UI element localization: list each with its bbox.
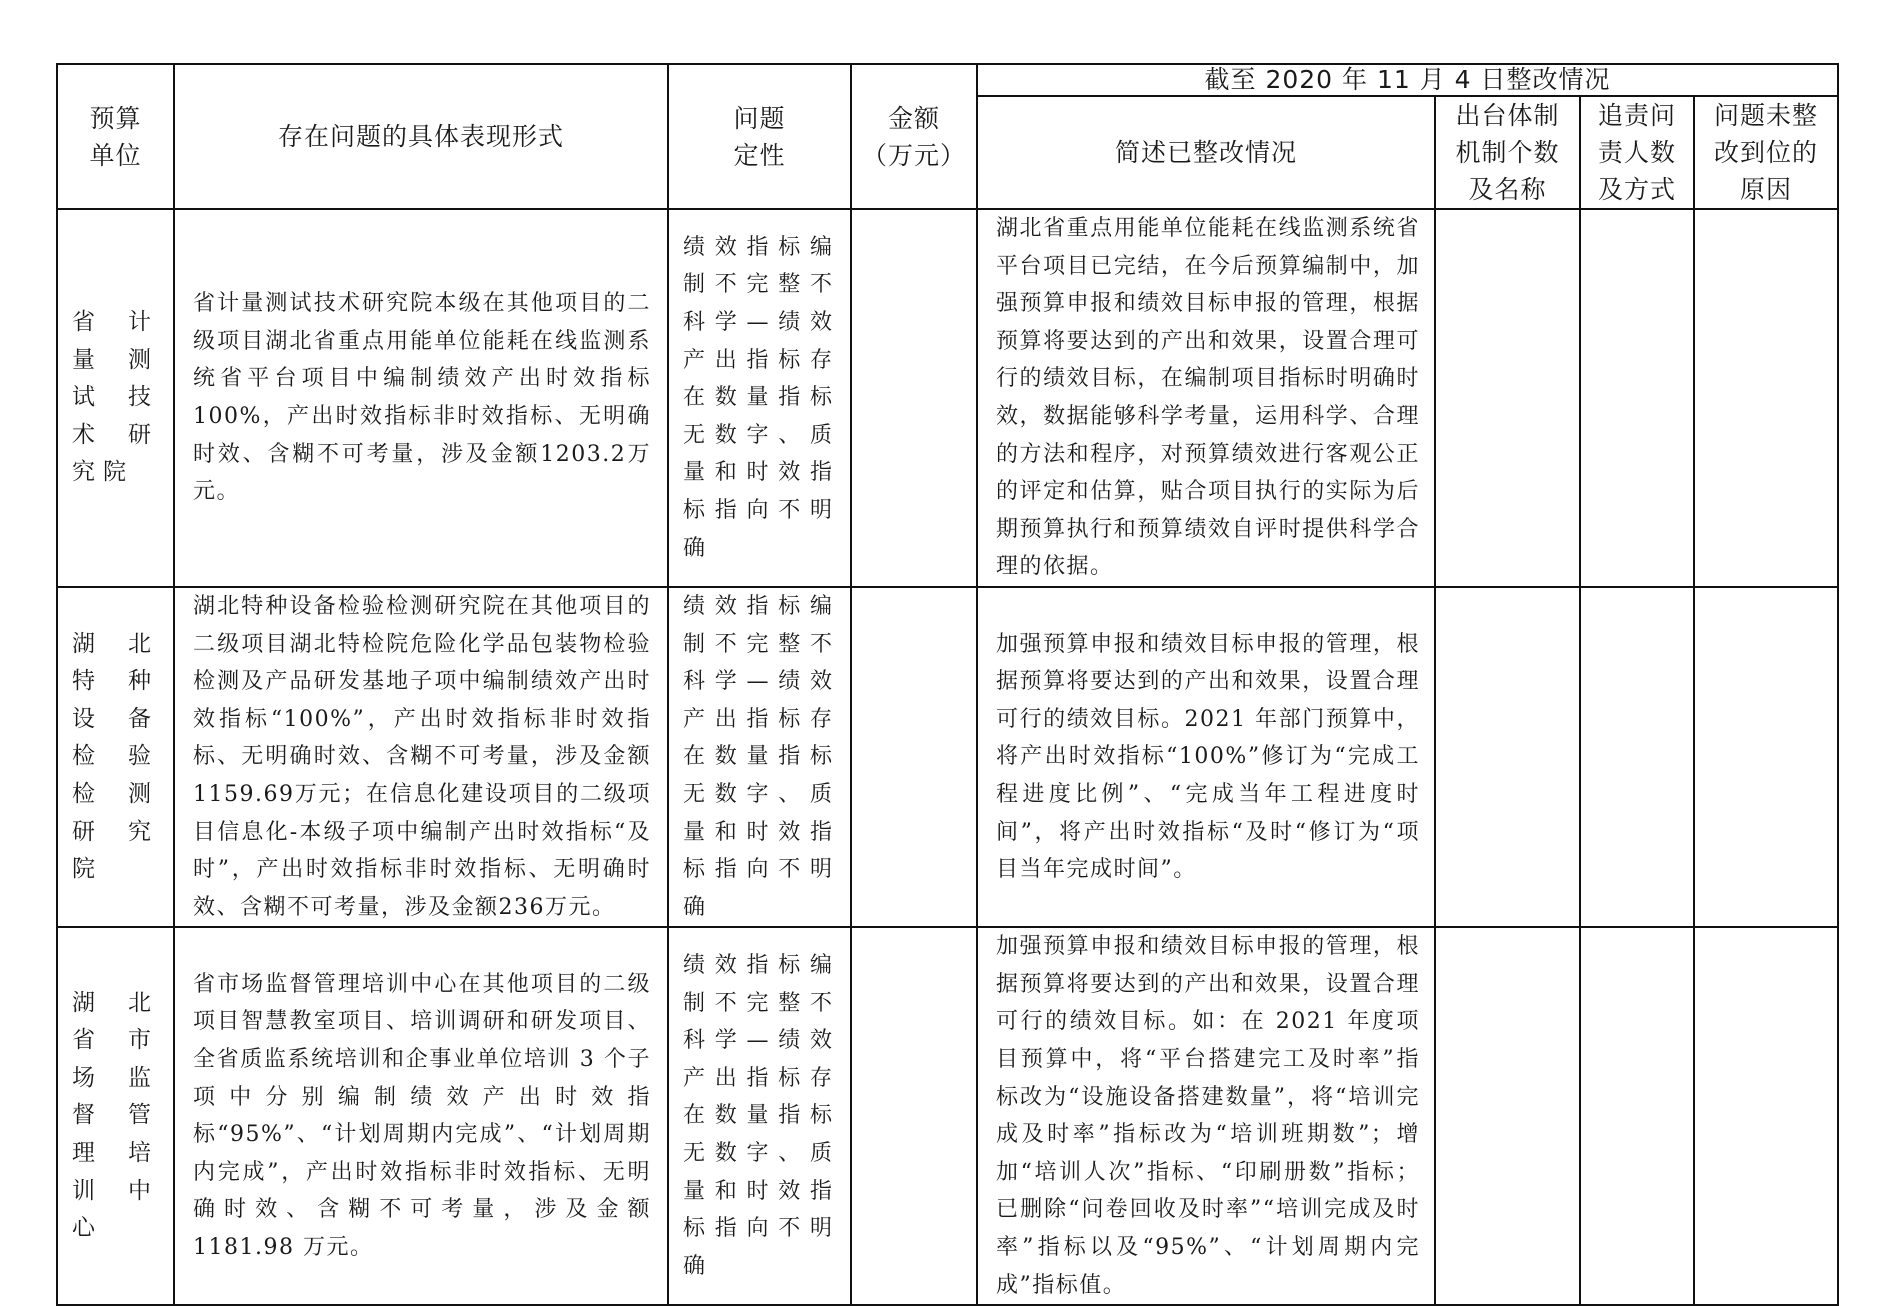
header-amount <box>851 64 977 209</box>
header-unit-line-2: 单位 <box>89 140 142 170</box>
header-unit-line-1: 预算 <box>89 103 142 133</box>
header-fixed: 简述已整改情况 <box>977 96 1435 209</box>
header-reason <box>1694 96 1838 209</box>
table-row <box>57 587 1838 927</box>
reason-cell <box>1694 587 1838 927</box>
header-amount-line-1: 金额 <box>887 103 940 133</box>
header-accountability-line-3: 及方式 <box>1597 175 1676 204</box>
header-nature <box>668 64 851 209</box>
unit-cell: 湖北特种设备检验检测研究院 <box>57 587 174 927</box>
nature-cell: 绩效指标编制不完整不科学—绩效产出指标存在数量指标无数字、质量和时效指标指向不明确 <box>668 209 851 587</box>
rectification-table-wrapper <box>56 63 1839 1306</box>
problem-cell: 湖北特种设备检验检测研究院在其他项目的二级项目湖北特检院危险化学品包装物检验检测及产品研发基地子项中编制绩效产出时效指标“100%”，产出时效指标非时效指标、无明确时效、含糊不可考量，涉及金额1159.69万元；在信息化建设项目的二级项目信息化-本级子项中编制产出时效指标“及时”，产出时效指标非时效指标、无明确时效、含糊不可考量，涉及金额236万元。 <box>174 587 668 927</box>
fixed-cell: 加强预算申报和绩效目标申报的管理，根据预算将要达到的产出和效果，设置合理可行的绩效目标。2021 年部门预算中，将产出时效指标“100%”修订为“完成工程进度比例”、“完成当年工程进度时间”，将产出时效指标“及时“修订为“项目当年完成时间”。 <box>977 587 1435 927</box>
header-mechanism-line-3: 及名称 <box>1468 175 1547 204</box>
header-unit <box>57 64 174 209</box>
header-mechanism-line-1: 出台体制 <box>1455 101 1560 130</box>
accountability-cell <box>1580 927 1694 1305</box>
header-accountability <box>1580 96 1694 209</box>
amount-cell <box>851 587 977 927</box>
mechanism-cell <box>1435 587 1580 927</box>
fixed-cell: 湖北省重点用能单位能耗在线监测系统省平台项目已完结，在今后预算编制中，加强预算申报和绩效目标申报的管理，根据预算将要达到的产出和效果，设置合理可行的绩效目标，在编制项目指标时明确时效，数据能够科学考量，运用科学、合理的方法和程序，对预算绩效进行客观公正的评定和估算，贴合项目执行的实际为后期预算执行和预算绩效自评时提供科学合理的依据。 <box>977 209 1435 587</box>
unit-cell: 省计量测试技术研究院 <box>57 209 174 587</box>
header-mechanism-line-2: 机制个数 <box>1455 138 1560 167</box>
header-rectification-status: 截至 2020 年 11 月 4 日整改情况 <box>977 64 1838 96</box>
unit-cell: 湖北省市场监督管理培训中心 <box>57 927 174 1305</box>
amount-cell <box>851 927 977 1305</box>
header-problem: 存在问题的具体表现形式 <box>174 64 668 209</box>
header-reason-line-2: 改到位的 <box>1714 138 1819 167</box>
header-reason-line-1: 问题未整 <box>1714 101 1819 130</box>
mechanism-cell <box>1435 209 1580 587</box>
header-accountability-line-2: 责人数 <box>1597 138 1676 167</box>
table-row <box>57 209 1838 587</box>
header-mechanism <box>1435 96 1580 209</box>
nature-cell: 绩效指标编制不完整不科学—绩效产出指标存在数量指标无数字、质量和时效指标指向不明确 <box>668 927 851 1305</box>
amount-cell <box>851 209 977 587</box>
header-accountability-line-1: 追责问 <box>1597 101 1676 130</box>
mechanism-cell <box>1435 927 1580 1305</box>
header-nature-line-2: 定性 <box>733 140 786 170</box>
reason-cell <box>1694 209 1838 587</box>
problem-cell: 省市场监督管理培训中心在其他项目的二级项目智慧教室项目、培训调研和研发项目、全省质监系统培训和企事业单位培训 3 个子项中分别编制绩效产出时效指标“95%”、“计划周期内完成”、“计划周期内完成”，产出时效指标非时效指标、无明确时效、含糊不可考量，涉及金额 1181.98 万元。 <box>174 927 668 1305</box>
fixed-cell: 加强预算申报和绩效目标申报的管理，根据预算将要达到的产出和效果，设置合理可行的绩效目标。如：在 2021 年度项目预算中，将“平台搭建完工及时率”指标改为“设施设备搭建数量”，将“培训完成及时率”指标改为“培训班期数”；增加“培训人次”指标、“印刷册数”指标；已删除“问卷回收及时率”“培训完成及时率”指标以及“95%”、“计划周期内完成”指标值。 <box>977 927 1435 1305</box>
nature-cell: 绩效指标编制不完整不科学—绩效产出指标存在数量指标无数字、质量和时效指标指向不明确 <box>668 587 851 927</box>
rectification-table <box>56 63 1839 1306</box>
reason-cell <box>1694 927 1838 1305</box>
header-nature-line-1: 问题 <box>733 103 786 133</box>
problem-cell: 省计量测试技术研究院本级在其他项目的二级项目湖北省重点用能单位能耗在线监测系统省平台项目中编制绩效产出时效指标100%，产出时效指标非时效指标、无明确时效、含糊不可考量，涉及金额1203.2万元。 <box>174 209 668 587</box>
accountability-cell <box>1580 587 1694 927</box>
header-amount-line-2: （万元） <box>861 140 966 170</box>
header-reason-line-3: 原因 <box>1740 175 1793 204</box>
table-row <box>57 927 1838 1305</box>
accountability-cell <box>1580 209 1694 587</box>
